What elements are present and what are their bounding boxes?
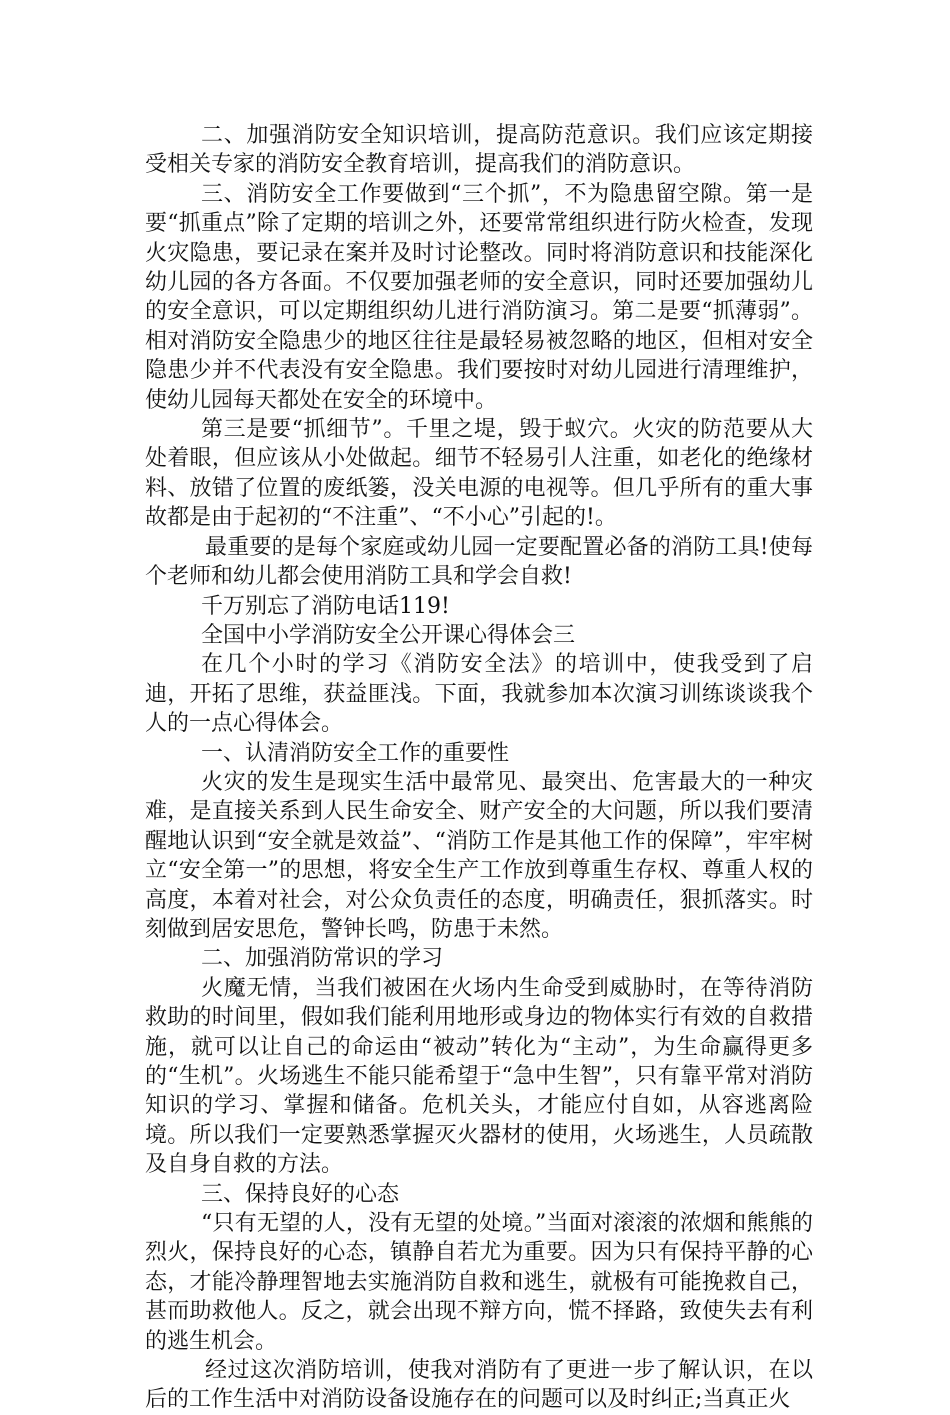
paragraph-11: 火魔无情，当我们被困在火场内生命受到威胁时，在等待消防救助的时间里，假如我们能利用地形或身边的物体实行有效的自救措施，就可以让自己的命运由“被动”转化为“主动”，为生命赢得更多的“生机”。火场逃生不能只能希望于“急中生智”，只有靠平常对消防知识的学习、掌握和储备。危机关头，才能应付自如，从容逃离险境。所以我们一定要熟悉掌握灭火器材的使用，火场逃生，人员疏散及自身自救的方法。 (145, 975, 813, 1178)
paragraph-13: “只有无望的人，没有无望的处境。”当面对滚滚的浓烟和熊熊的烈火，保持良好的心态，镇静自若尤为重要。因为只有保持平静的心态，才能冷静理智地去实施消防自救和逃生，就极有可能挽救自己，甚而助救他人。反之，就会出现不辩方向，慌不择路，致使失去有利的逃生机会。 (145, 1211, 813, 1354)
paragraph-5: 千万别忘了消防电话119! (201, 593, 450, 619)
section-title: 全国中小学消防安全公开课心得体会三 (201, 622, 576, 648)
paragraph-7: 在几个小时的学习《消防安全法》的培训中，使我受到了启迪，开拓了思维，获益匪浅。下面，我就参加本次演习训练谈谈我个人的一点心得体会。 (145, 652, 813, 737)
paragraph-2: 三、消防安全工作要做到“三个抓”，不为隐患留空隙。第一是要“抓重点”除了定期的培训之外，还要常常组织进行防火检查，发现火灾隐患，要记录在案并及时讨论整改。同时将消防意识和技能深化幼儿园的各方各面。不仅要加强老师的安全意识，同时还要加强幼儿的安全意识，可以定期组织幼儿进行消防演习。第二是要“抓薄弱”。相对消防安全隐患少的地区往往是最轻易被忽略的地区，但相对安全隐患少并不代表没有安全隐患。我们要按时对幼儿园进行清理维护，使幼儿园每天都处在安全的环境中。 (145, 181, 813, 413)
paragraph-4: 最重要的是每个家庭或幼儿园一定要配置必备的消防工具!使每个老师和幼儿都会使用消防工具和学会自救! (145, 534, 813, 590)
paragraph-14: 经过这次消防培训，使我对消防有了更进一步了解认识，在以后的工作生活中对消防设备设施存在的问题可以及时纠正;当真正火 (145, 1358, 813, 1413)
paragraph-1: 二、加强消防安全知识培训，提高防范意识。我们应该定期接受相关专家的消防安全教育培训，提高我们的消防意识。 (145, 123, 813, 178)
paragraph-9: 火灾的发生是现实生活中最常见、最突出、危害最大的一种灾难，是直接关系到人民生命安全、财产安全的大问题，所以我们要清醒地认识到“安全就是效益”、“消防工作是其他工作的保障”，牢牢树立“安全第一”的思想，将安全生产工作放到尊重生存权、尊重人权的高度，本着对社会，对公众负责任的态度，明确责任，狠抓落实。时刻做到居安思危，警钟长鸣，防患于未然。 (145, 769, 813, 942)
heading-3: 三、保持良好的心态 (201, 1181, 400, 1207)
heading-2: 二、加强消防常识的学习 (201, 946, 444, 972)
heading-1: 一、认清消防安全工作的重要性 (201, 740, 510, 766)
document-body (145, 121, 813, 1415)
paragraph-3: 第三是要“抓细节”。千里之堤，毁于蚁穴。火灾的防范要从大处着眼，但应该从小处做起。细节不轻易引人注重，如老化的绝缘材料、放错了位置的废纸篓，没关电源的电视等。但几乎所有的重大事故都是由于起初的“不注重”、“不小心”引起的!。 (145, 417, 813, 531)
